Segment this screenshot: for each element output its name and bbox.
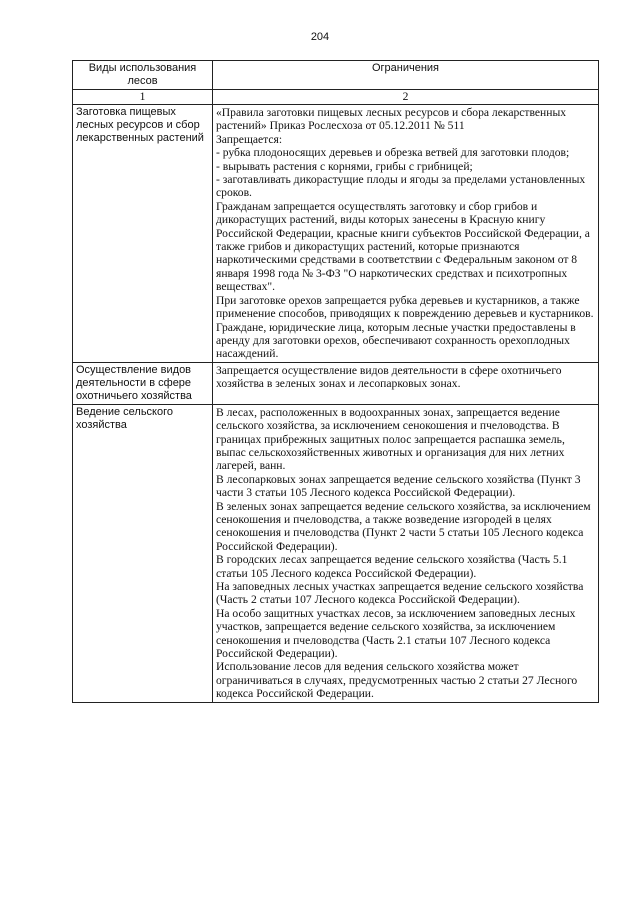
restriction-paragraph: При заготовке орехов запрещается рубка деревьев и кустарников, а также применение способов, приводящих к повреждению деревьев и кустарников. bbox=[216, 293, 594, 321]
restriction-paragraph: Использование лесов для ведения сельского хозяйства может ограничиваться в случаях, предусмотренных частью 2 статьи 27 Лесного кодекса Российской Федерации. bbox=[216, 660, 578, 701]
column-number-2: 2 bbox=[213, 90, 599, 105]
table-row bbox=[73, 404, 599, 702]
restriction-paragraph: На особо защитных участках лесов, за исключением заповедных лесных участков, запрещается ведение сельского хозяйства, за исключением сенокошения и пчеловодства (Часть 2.1 статьи 107 Лесного кодекса Российской Федерации). bbox=[216, 606, 576, 661]
row-type-label: Осуществление видов деятельности в сфере охотничьего хозяйства bbox=[73, 362, 213, 404]
restriction-paragraph: Гражданам запрещается осуществлять заготовку и сбор грибов и дикорастущих растений, виды которых занесены в Красную книгу Российской Федерации, красные книги субъектов Российской Федерации, а также грибов и дикорастущих растений, которые признаются наркотическими средствами в соответствии с Федеральным законом от 8 января 1998 года № 3-ФЗ "О наркотических средствах и психотропных веществах". bbox=[216, 199, 590, 294]
row-restrictions bbox=[213, 362, 599, 404]
column-number-row bbox=[73, 90, 599, 105]
restriction-paragraph: «Правила заготовки пищевых лесных ресурсов и сбора лекарственных растений» Приказ Рослесхоза от 05.12.2011 № 511 bbox=[216, 106, 567, 133]
restrictions-table bbox=[72, 60, 599, 703]
table-row bbox=[73, 105, 599, 363]
restriction-paragraph: Запрещается осуществление видов деятельности в сфере охотничьего хозяйства в зеленых зонах и лесопарковых зонах. bbox=[216, 363, 562, 391]
row-type-label: Заготовка пищевых лесных ресурсов и сбор лекарственных растений bbox=[73, 105, 213, 363]
restriction-paragraph: Граждане, юридические лица, которым лесные участки предоставлены в аренду для заготовки орехов, обеспечивают сохранность орехоплодных насаждений. bbox=[216, 320, 576, 361]
page-number: 204 bbox=[310, 31, 330, 43]
restriction-paragraph: В городских лесах запрещается ведение сельского хозяйства (Часть 5.1 статьи 105 Лесного кодекса Российской Федерации). bbox=[216, 553, 568, 580]
restriction-paragraph: В лесах, расположенных в водоохранных зонах, запрещается ведение сельского хозяйства, за исключением сенокошения и пчеловодства. В границах прибрежных защитных полос запрещается распашка земель, выпас сельскохозяйственных животных и организация для них летних лагерей, ванн. bbox=[216, 405, 565, 473]
restriction-paragraph: - рубка плодоносящих деревьев и обрезка ветвей для заготовки плодов; bbox=[216, 146, 570, 160]
table-row bbox=[73, 362, 599, 404]
column-number-1: 1 bbox=[73, 90, 213, 105]
row-type-label: Ведение сельского хозяйства bbox=[73, 404, 213, 702]
restriction-paragraph: В зеленых зонах запрещается ведение сельского хозяйства, за исключением сенокошения и пчеловодства, а также возведение изгородей в целях сенокошения и пчеловодства (Пункт 2 части 5 статьи 105 Лесного кодекса Российской Федерации). bbox=[216, 499, 591, 553]
restriction-paragraph: - заготавливать дикорастущие плоды и ягоды за пределами установленных сроков. bbox=[216, 173, 586, 200]
row-restrictions bbox=[213, 105, 599, 363]
restriction-paragraph: На заповедных лесных участках запрещается ведение сельского хозяйства (Часть 2 статьи 107 Лесного кодекса Российской Федерации). bbox=[216, 580, 584, 607]
restriction-paragraph: В лесопарковых зонах запрещается ведение сельского хозяйства (Пункт 3 части 3 статьи 105 Лесного кодекса Российской Федерации). bbox=[216, 472, 581, 500]
row-restrictions bbox=[213, 404, 599, 702]
restriction-paragraph: - вырывать растения с корнями, грибы с грибницей; bbox=[216, 159, 473, 173]
header-restrictions: Ограничения bbox=[213, 61, 599, 90]
table-header-row bbox=[73, 61, 599, 90]
restriction-paragraph: Запрещается: bbox=[216, 132, 283, 146]
header-forest-use-types: Виды использования лесов bbox=[73, 61, 213, 90]
